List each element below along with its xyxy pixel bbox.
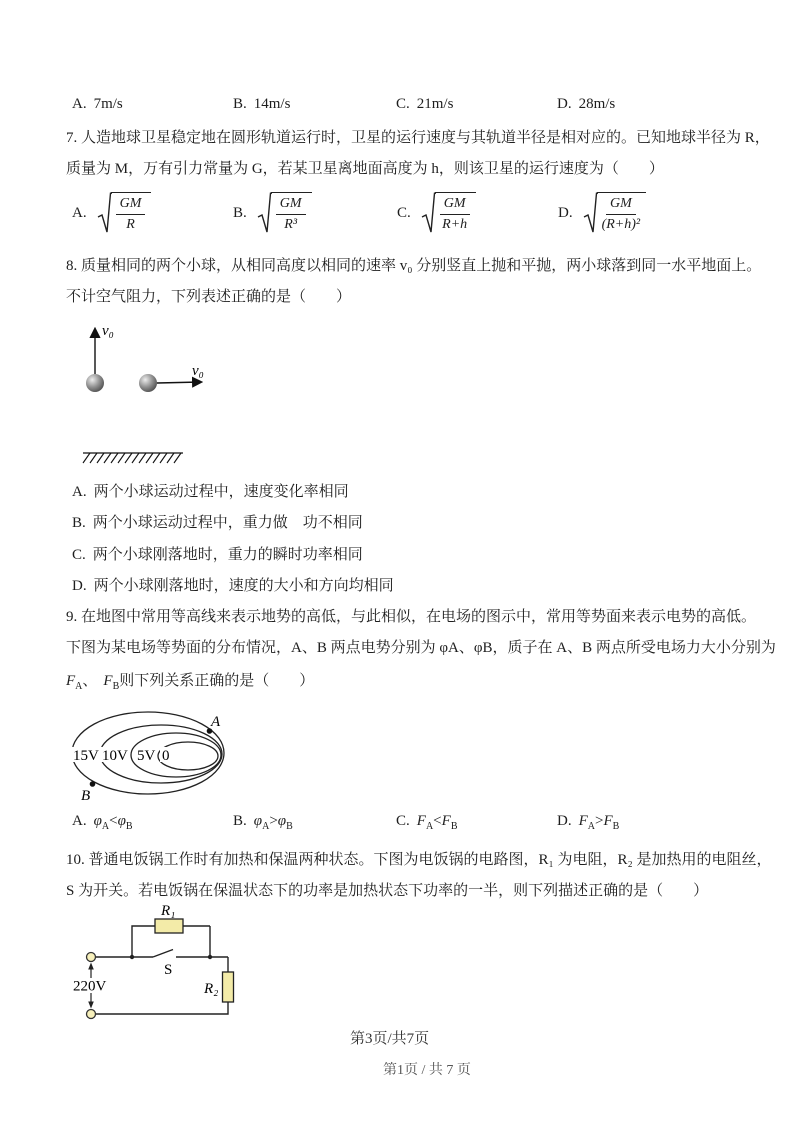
voltage-label: 220V [73, 978, 107, 995]
point-b-dot [90, 781, 96, 787]
right-velocity-arrow [157, 382, 201, 383]
q8-option-b: B. 两个小球运动过程中，重力做 功不相同 [72, 515, 363, 531]
resistor-r2 [223, 972, 234, 1002]
terminal-top [87, 953, 96, 962]
q7-option-c: C. $\frac{GM}{R+h}$ [397, 192, 476, 234]
potential-label-5v: 5V [137, 748, 156, 764]
resistor-r1 [155, 919, 183, 933]
switch-label: S [164, 962, 173, 978]
potential-label-15v: 15V [73, 748, 99, 764]
point-b-label: B [81, 788, 91, 804]
radical-sign-icon [97, 192, 112, 234]
radical-sign-icon [583, 192, 598, 234]
q8-text-line2: 不计空气阻力，下列表述正确的是（ ） [66, 289, 352, 305]
q10-text-line2: S 为开关。若电饭锅在保温状态下的功率是加热状态下功率的一半，则下列描述正确的是（ ） [66, 883, 709, 899]
switch-blade [153, 950, 173, 958]
q9-option-c: C. $F_A<F_B$ [396, 813, 458, 832]
q9-text-line3: $F_A$、 $F_B$则下列关系正确的是（ ） [66, 673, 315, 692]
v0-label-left: v₀ [102, 323, 114, 339]
q10-circuit-diagram [60, 902, 320, 1024]
junction-dot [130, 955, 134, 959]
q8-projectile-diagram [60, 318, 310, 468]
q6-option-d: D. 28m/s [557, 96, 616, 112]
page-footer-bottom: 第1页 / 共 7 页 [383, 1063, 471, 1078]
sqrt-formula: $\frac{GM}{\text{R³}}$ [257, 192, 312, 234]
sqrt-formula: $\frac{GM}{\text{(R+h)²}}$ [583, 192, 647, 234]
q7-option-d: D. $\frac{GM}{\text{(R+h)²}}$ [558, 192, 646, 234]
q9-text-line1: 9. 在地图中常用等高线来表示地势的高低，与此相似，在电场的图示中，常用等势面来表示电势的高低。 [66, 609, 757, 625]
q9-option-d: D. $F_A>F_B$ [557, 813, 620, 832]
ball-vertical-throw [86, 374, 104, 392]
q9-equipotential-diagram [60, 700, 310, 805]
q6-option-b: B. 14m/s [233, 96, 291, 112]
circuit-wires [96, 926, 229, 1014]
ball-horizontal-throw [139, 374, 157, 392]
junction-dot [208, 955, 212, 959]
v0-label-right: v₀ [192, 363, 204, 379]
q8-option-c: C. 两个小球刚落地时，重力的瞬时功率相同 [72, 547, 363, 563]
sqrt-formula: $\frac{GM}{R+h}$ [421, 192, 476, 234]
r2-label: R₂ [204, 981, 219, 997]
terminal-bottom [87, 1010, 96, 1019]
q7-option-b: B. $\frac{GM}{\text{R³}}$ [233, 192, 312, 234]
sqrt-formula: $\frac{GM}{R}$ [97, 192, 152, 234]
q8-option-a: A. 两个小球运动过程中，速度变化率相同 [72, 484, 349, 500]
radical-sign-icon [257, 192, 272, 234]
q8-text-line1: 8. 质量相同的两个小球，从相同高度以相同的速率 v₀ 分别竖直上抛和平抛，两小球落到同一水平地面上。 [66, 258, 762, 274]
q7-option-a: A. $\frac{GM}{R}$ [72, 192, 151, 234]
q7-text-line2: 质量为 M，万有引力常量为 G，若某卫星离地面高度为 h，则该卫星的运行速度为（ ） [66, 161, 664, 177]
page-footer-center: 第3页/共7页 [350, 1031, 430, 1047]
q8-option-d: D. 两个小球刚落地时，速度的大小和方向均相同 [72, 578, 394, 594]
ground-hatching [83, 453, 181, 463]
potential-label-0v: 0 [162, 748, 170, 764]
point-a-label: A [211, 714, 221, 730]
q9-option-a: A. $\varphi_A<\varphi_B$ [72, 813, 133, 832]
radical-sign-icon [421, 192, 436, 234]
voltage-arrowhead-down [88, 1002, 94, 1009]
q10-text-line1: 10. 普通电饭锅工作时有加热和保温两种状态。下图为电饭锅的电路图，R₁ 为电阻，R₂ 是加热用的电阻丝， [66, 852, 772, 868]
q9-option-b: B. $\varphi_A>\varphi_B$ [233, 813, 293, 832]
r1-label: R₁ [161, 903, 176, 919]
q9-text-line2: 下图为某电场等势面的分布情况，A、B 两点电势分别为 φA、φB，质子在 A、B 两点所受电场力大小分别为 [66, 640, 776, 656]
q6-option-c: C. 21m/s [396, 96, 454, 112]
voltage-arrowhead-up [88, 963, 94, 970]
potential-label-10v: 10V [102, 748, 128, 764]
q7-text-line1: 7. 人造地球卫星稳定地在圆形轨道运行时，卫星的运行速度与其轨道半径是相对应的。已知地球半径为 R， [66, 130, 770, 146]
q6-option-a: A. 7m/s [72, 96, 123, 112]
